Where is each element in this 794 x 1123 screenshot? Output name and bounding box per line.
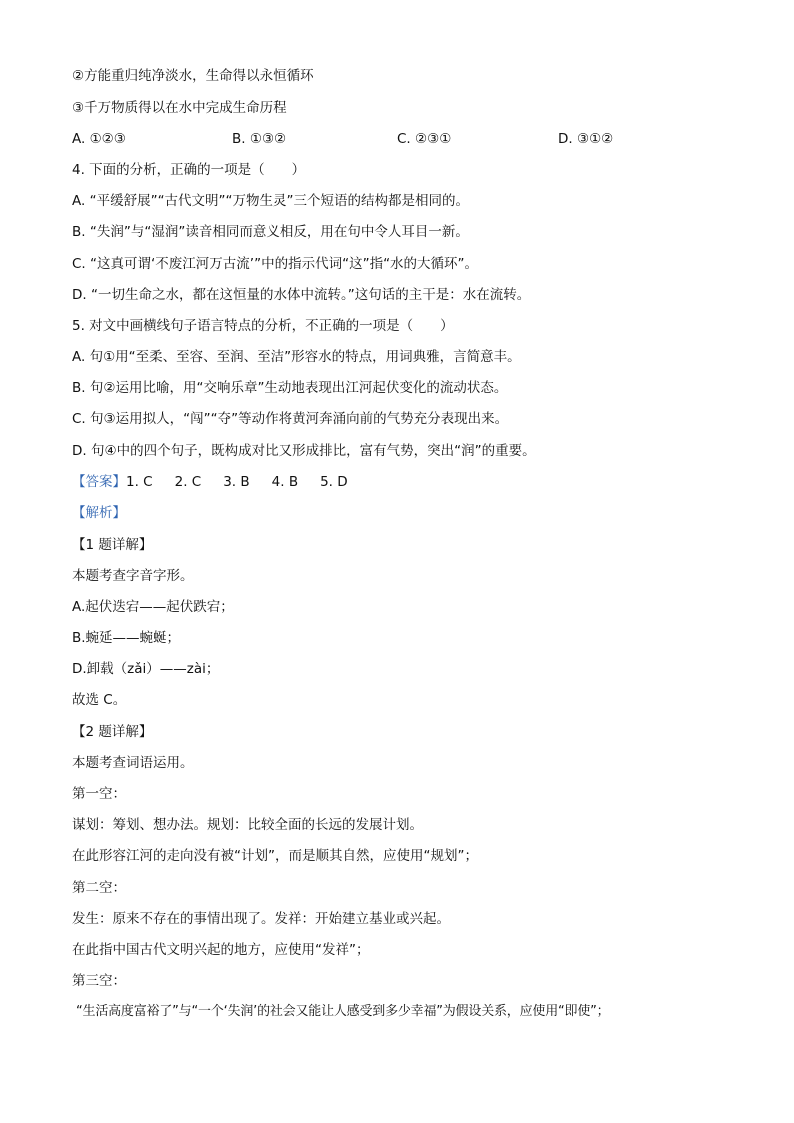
blank-2-definition: 发生：原来不存在的事情出现了。发祥：开始建立基业或兴起。 xyxy=(72,911,450,927)
blank-2-usage: 在此指中国古代文明兴起的地方，应使用“发祥”； xyxy=(72,942,370,958)
question-4-option-c: C. “这真可谓‘不废江河万古流’”中的指示代词“这”指“水的大循环”。 xyxy=(72,256,479,272)
blank-1-usage: 在此形容江河的走向没有被“计划”，而是顺其自然，应使用“规划”； xyxy=(72,848,478,864)
detail-2-intro: 本题考查词语运用。 xyxy=(72,755,194,771)
question-4-option-b: B. “失润”与“湿润”读音相同而意义相反，用在句中令人耳目一新。 xyxy=(72,224,469,240)
q3-option-a: A. ①②③ xyxy=(72,131,126,147)
detail-heading-2: 【2 题详解】 xyxy=(72,724,153,740)
question-5-option-b: B. 句②运用比喻，用“交响乐章”生动地表现出江河起伏变化的流动状态。 xyxy=(72,380,508,396)
answer-item: 2. C xyxy=(174,474,202,490)
detail-1-intro: 本题考查字音字形。 xyxy=(72,568,194,584)
option-line-2: ②方能重归纯净淡水，生命得以永恒循环 xyxy=(72,68,314,84)
answer-item: 4. B xyxy=(271,474,299,490)
question-4-option-a: A. “平缓舒展”“古代文明”“万物生灵”三个短语的结构都是相同的。 xyxy=(72,193,470,209)
q3-option-d: D. ③①② xyxy=(558,131,614,147)
answer-label: 【答案】 xyxy=(72,474,126,490)
q3-option-b: B. ①③② xyxy=(232,131,287,147)
q3-options-row xyxy=(72,129,732,149)
question-5-option-d: D. 句④中的四个句子，既构成对比又形成排比，富有气势，突出“润”的重要。 xyxy=(72,443,536,459)
blank-3-label: 第三空： xyxy=(72,973,126,989)
detail-1-item-d: D.卸载（zǎi）——zài； xyxy=(72,661,220,677)
blank-3-usage: “生活高度富裕了”与“一个‘失润’的社会又能让人感受到多少幸福”为假设关系，应使用“即使”； xyxy=(76,1004,610,1019)
option-line-3: ③千万物质得以在水中完成生命历程 xyxy=(72,100,287,116)
question-5-stem: 5. 对文中画横线句子语言特点的分析，不正确的一项是（ ） xyxy=(72,318,454,334)
question-5-option-c: C. 句③运用拟人，“闯”“夺”等动作将黄河奔涌向前的气势充分表现出来。 xyxy=(72,411,509,427)
detail-1-item-b: B.蜿延——蜿蜒； xyxy=(72,630,181,646)
answer-item: 3. B xyxy=(223,474,250,490)
question-5-option-a: A. 句①用“至柔、至容、至润、至洁”形容水的特点，用词典雅，言简意丰。 xyxy=(72,349,521,365)
detail-1-conclusion: 故选 C。 xyxy=(72,692,127,708)
blank-1-definition: 谋划：筹划、想办法。规划：比较全面的长远的发展计划。 xyxy=(72,817,423,833)
question-4-stem: 4. 下面的分析，正确的一项是（ ） xyxy=(72,162,306,178)
analysis-heading: 【解析】 xyxy=(72,505,126,521)
q3-option-c: C. ②③① xyxy=(397,131,452,147)
answer-item: 5. D xyxy=(320,474,348,490)
question-4-option-d: D. “一切生命之水，都在这恒量的水体中流转。”这句话的主干是：水在流转。 xyxy=(72,287,531,303)
detail-1-item-a: A.起伏迭宕——起伏跌宕； xyxy=(72,599,234,615)
answer-row xyxy=(72,472,370,492)
blank-1-label: 第一空： xyxy=(72,786,126,802)
answer-item: 1. C xyxy=(126,474,153,490)
blank-2-label: 第二空： xyxy=(72,880,126,896)
detail-heading-1: 【1 题详解】 xyxy=(72,537,153,553)
